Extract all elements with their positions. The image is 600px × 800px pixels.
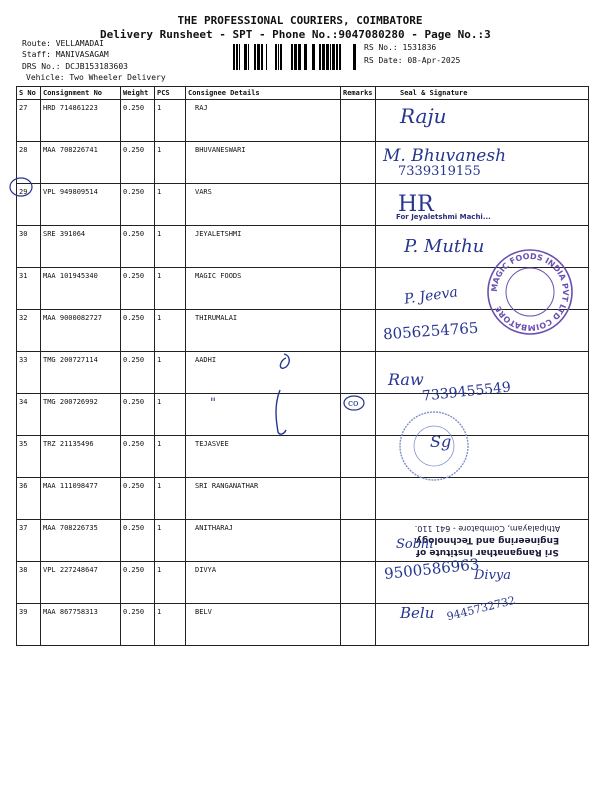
consignment-cell: MAA 101945340 — [41, 268, 121, 310]
consignee-cell: THIRUMALAI — [186, 310, 341, 352]
consignment-cell: MAA 708226735 — [41, 520, 121, 562]
consignment-cell: VPL 227248647 — [41, 562, 121, 604]
seal-text: MAGIC FOODS INDIA PVT LTD COIMBATORE — [489, 251, 571, 333]
weight-cell: 0.250 — [121, 142, 155, 184]
col-header-consignee: Consignee Details — [186, 87, 341, 100]
scribble-33-icon — [256, 350, 306, 440]
sno-cell: 27 — [17, 100, 41, 142]
signature-38: Divya — [474, 568, 512, 583]
consignee-cell: VARS — [186, 184, 341, 226]
signature-37: Sobhi — [396, 537, 434, 552]
consignee-cell: JEYALETSHMI — [186, 226, 341, 268]
pcs-cell: 1 — [155, 352, 186, 394]
consignment-cell: MAA 9000082727 — [41, 310, 121, 352]
remarks-cell — [341, 226, 376, 268]
sno-cell: 36 — [17, 478, 41, 520]
rs-date: RS Date: 08-Apr-2025 — [364, 56, 461, 65]
pcs-cell: 1 — [155, 226, 186, 268]
remarks-cell — [341, 478, 376, 520]
consignment-cell: TMG 200726992 — [41, 394, 121, 436]
phone-28: 7339319155 — [398, 164, 481, 179]
stamp-line-3: Athipalayam, Coimbatore - 641 110. — [414, 524, 561, 533]
table-row — [17, 436, 589, 478]
drs-number: DRS No.: DCJB153183603 — [22, 62, 128, 71]
remarks-34-mark-icon — [342, 392, 366, 414]
signature-27: Raju — [400, 104, 447, 128]
col-header-sno: S No — [17, 87, 41, 100]
weight-cell: 0.250 — [121, 352, 155, 394]
sno-cell: 28 — [17, 142, 41, 184]
phone-32: 8056254765 — [382, 318, 479, 344]
consignee-cell: BELV — [186, 604, 341, 646]
consignment-cell: VPL 949809514 — [41, 184, 121, 226]
weight-cell: 0.250 — [121, 520, 155, 562]
phone-39: 9445732732 — [445, 593, 517, 624]
signature-34: Raw — [388, 370, 424, 389]
rs-number: RS No.: 1531836 — [364, 43, 437, 52]
consignment-cell: MAA 708226741 — [41, 142, 121, 184]
pcs-cell: 1 — [155, 184, 186, 226]
signature-39: Belu — [400, 604, 435, 622]
remarks-cell — [341, 436, 376, 478]
col-header-weight: Weight — [121, 87, 155, 100]
staff-label: Staff: MANIVASAGAM — [22, 50, 109, 59]
sno-cell: 31 — [17, 268, 41, 310]
sno-cell: 30 — [17, 226, 41, 268]
remarks-cell — [341, 520, 376, 562]
remarks-cell — [341, 100, 376, 142]
consignee-cell: MAGIC FOODS — [186, 268, 341, 310]
consignee-cell: BHUVANESWARI — [186, 142, 341, 184]
sno-cell: 39 — [17, 604, 41, 646]
table-row — [17, 184, 589, 226]
weight-cell: 0.250 — [121, 184, 155, 226]
consignment-cell: HRD 714861223 — [41, 100, 121, 142]
table-row — [17, 604, 589, 646]
sno-cell: 37 — [17, 520, 41, 562]
pcs-cell: 1 — [155, 100, 186, 142]
consignee-cell: RAJ — [186, 100, 341, 142]
consignment-cell: MAA 867758313 — [41, 604, 121, 646]
svg-text:co: co — [348, 399, 359, 409]
consignee-cell: DIVYA — [186, 562, 341, 604]
remarks-cell — [341, 352, 376, 394]
signature-35: Sg — [430, 432, 452, 451]
table-row — [17, 478, 589, 520]
weight-cell: 0.250 — [121, 436, 155, 478]
stamp-30: For Jeyaletshmi Machi... — [396, 213, 491, 221]
col-header-pcs: PCS — [155, 87, 186, 100]
phone-34: 7339455549 — [421, 379, 512, 405]
weight-cell: 0.250 — [121, 478, 155, 520]
remarks-cell — [341, 562, 376, 604]
signature-29: HR — [398, 192, 434, 217]
consignee-cell: SRI RANGANATHAR — [186, 478, 341, 520]
col-header-consignment: Consignment No — [41, 87, 121, 100]
pcs-cell: 1 — [155, 268, 186, 310]
remarks-cell — [341, 142, 376, 184]
consignee-cell: ANITHARAJ — [186, 520, 341, 562]
consignment-cell: MAA 111098477 — [41, 478, 121, 520]
consignment-cell: TRZ 21135496 — [41, 436, 121, 478]
remarks-cell — [341, 310, 376, 352]
weight-cell: 0.250 — [121, 394, 155, 436]
remarks-cell — [341, 604, 376, 646]
pcs-cell: 1 — [155, 394, 186, 436]
pcs-cell: 1 — [155, 310, 186, 352]
consignment-cell: SRE 391064 — [41, 226, 121, 268]
magic-foods-seal-icon — [484, 246, 576, 338]
weight-cell: 0.250 — [121, 562, 155, 604]
svg-text:MAGIC FOODS INDIA PVT LTD COIM — [490, 252, 570, 332]
consignment-cell: TMG 200727114 — [41, 352, 121, 394]
row-29-circle-icon — [8, 176, 36, 198]
table-header-row — [17, 87, 589, 100]
route-label: Route: VELLAMADAI — [22, 39, 104, 48]
consignee-cell: TEJASVEE — [186, 436, 341, 478]
pcs-cell: 1 — [155, 604, 186, 646]
remarks-cell — [341, 184, 376, 226]
pcs-cell: 1 — [155, 520, 186, 562]
weight-cell: 0.250 — [121, 268, 155, 310]
pcs-cell: 1 — [155, 562, 186, 604]
weight-cell: 0.250 — [121, 100, 155, 142]
sno-cell: 34 — [17, 394, 41, 436]
weight-cell: 0.250 — [121, 310, 155, 352]
signature-32: P. Jeeva — [403, 284, 459, 308]
col-header-signature: Seal & Signature — [376, 87, 589, 100]
signature-28: M. Bhuvanesh — [383, 146, 507, 166]
company-title: THE PROFESSIONAL COURIERS, COIMBATORE — [177, 14, 423, 27]
remarks-cell — [341, 268, 376, 310]
sno-cell: 29 — [17, 184, 41, 226]
pcs-cell: 1 — [155, 478, 186, 520]
col-header-remarks: Remarks — [341, 87, 376, 100]
phone-38: 9500586963 — [383, 555, 481, 583]
sno-cell: 33 — [17, 352, 41, 394]
barcode-icon — [233, 44, 359, 70]
ditto-mark-34: " — [210, 396, 216, 411]
table-row — [17, 100, 589, 142]
stamp-line-2: Engineering and Technology — [415, 535, 560, 545]
signature-31: P. Muthu — [404, 236, 485, 257]
stamp-line-1: Sri Ranganathar Institute of — [416, 547, 559, 557]
vehicle-label: Vehicle: Two Wheeler Delivery — [26, 73, 166, 82]
pcs-cell: 1 — [155, 436, 186, 478]
runsheet-subtitle: Delivery Runsheet - SPT - Phone No.:9047080280 - Page No.:3 — [100, 28, 491, 41]
sno-cell: 38 — [17, 562, 41, 604]
sno-cell: 35 — [17, 436, 41, 478]
pcs-cell: 1 — [155, 142, 186, 184]
consignee-cell: AADHI — [186, 352, 341, 394]
weight-cell: 0.250 — [121, 226, 155, 268]
sno-cell: 32 — [17, 310, 41, 352]
weight-cell: 0.250 — [121, 604, 155, 646]
